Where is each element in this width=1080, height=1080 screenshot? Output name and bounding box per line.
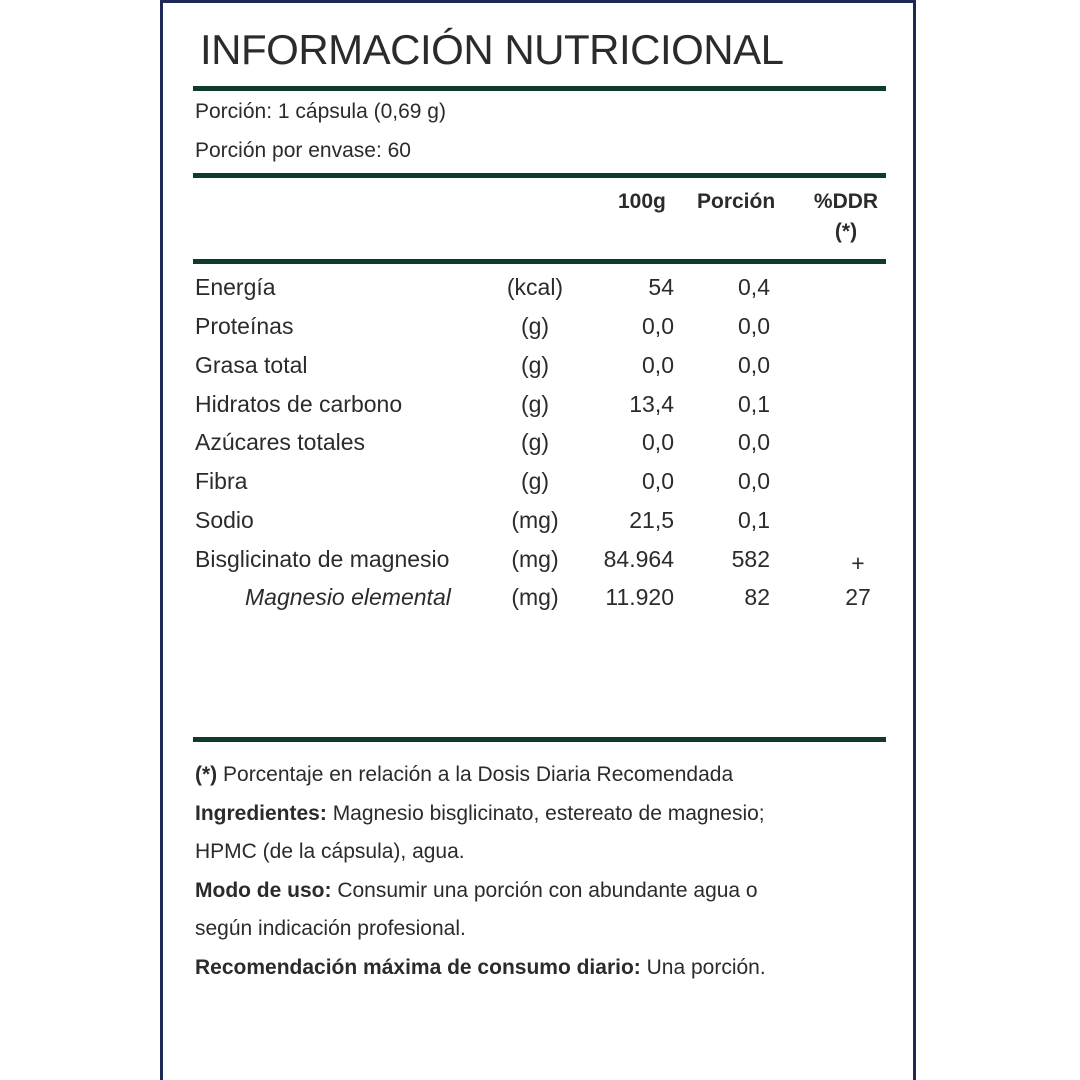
ddr-footnote-text: Porcentaje en relación a la Dosis Diaria Recomendada bbox=[217, 763, 734, 786]
divider-servings bbox=[193, 173, 886, 178]
value-per-portion: 0,1 bbox=[738, 507, 770, 533]
nutrient-unit: (g) bbox=[520, 313, 550, 339]
value-per-100g: 0,0 bbox=[642, 468, 674, 494]
value-per-100g: 0,0 bbox=[642, 429, 674, 455]
ddr-footnote bbox=[195, 756, 895, 795]
value-ddr: 27 bbox=[845, 584, 871, 610]
value-per-portion: 0,0 bbox=[738, 352, 770, 378]
nutrient-name: Proteínas bbox=[195, 313, 294, 339]
table-row bbox=[0, 584, 1080, 623]
value-per-100g: 11.920 bbox=[605, 584, 674, 610]
nutrient-name: Bisglicinato de magnesio bbox=[195, 546, 450, 572]
table-row bbox=[0, 468, 1080, 507]
nutrient-unit: (g) bbox=[520, 352, 550, 378]
divider-top bbox=[193, 86, 886, 91]
value-per-100g: 54 bbox=[648, 274, 674, 300]
usage bbox=[195, 872, 895, 911]
nutrient-name: Magnesio elemental bbox=[245, 584, 451, 610]
nutrient-name: Grasa total bbox=[195, 352, 308, 378]
servings-per-container: Porción por envase: 60 bbox=[195, 139, 411, 162]
value-per-portion: 582 bbox=[731, 546, 770, 572]
usage-label: Modo de uso: bbox=[195, 878, 332, 902]
ingredients bbox=[195, 795, 895, 834]
column-header-ddr-note: (*) bbox=[834, 220, 858, 243]
column-header-ddr-label: %DDR bbox=[813, 190, 879, 213]
nutrient-name: Sodio bbox=[195, 507, 254, 533]
value-per-portion: 0,0 bbox=[738, 429, 770, 455]
nutrient-unit: (mg) bbox=[511, 507, 559, 533]
ingredients-continued: HPMC (de la cápsula), agua. bbox=[195, 840, 465, 863]
max-consumption bbox=[195, 949, 895, 988]
nutrient-name: Fibra bbox=[195, 468, 248, 494]
usage-continued: según indicación profesional. bbox=[195, 917, 466, 940]
value-per-portion: 0,4 bbox=[738, 274, 770, 300]
usage-text: Consumir una porción con abundante agua o bbox=[331, 878, 758, 902]
value-per-portion: 0,0 bbox=[738, 313, 770, 339]
value-per-100g: 21,5 bbox=[629, 507, 674, 533]
value-per-portion: 82 bbox=[744, 584, 770, 610]
value-per-portion: 0,0 bbox=[738, 468, 770, 494]
table-row bbox=[0, 352, 1080, 391]
value-ddr: + bbox=[851, 550, 865, 576]
nutrient-name: Hidratos de carbono bbox=[195, 391, 403, 417]
nutrient-unit: (mg) bbox=[511, 546, 559, 572]
nutrient-unit: (g) bbox=[520, 391, 550, 417]
divider-notes bbox=[193, 737, 886, 742]
ddr-footnote-label: (*) bbox=[195, 763, 218, 786]
column-header-ddr bbox=[806, 190, 886, 244]
max-consumption-label: Recomendación máxima de consumo diario: bbox=[195, 955, 641, 979]
nutrient-unit: (mg) bbox=[511, 584, 559, 610]
value-per-portion: 0,1 bbox=[738, 391, 770, 417]
value-per-100g: 84.964 bbox=[603, 546, 674, 572]
table-row bbox=[0, 391, 1080, 430]
nutrient-unit: (g) bbox=[520, 468, 550, 494]
serving-size: Porción: 1 cápsula (0,69 g) bbox=[195, 100, 446, 123]
ingredients-text: Magnesio bisglicinato, estereato de magnesio; bbox=[326, 801, 765, 825]
nutrient-name: Energía bbox=[195, 274, 276, 300]
value-per-100g: 0,0 bbox=[642, 352, 674, 378]
nutrient-name: Azúcares totales bbox=[195, 429, 366, 455]
value-per-100g: 0,0 bbox=[642, 313, 674, 339]
table-row bbox=[0, 546, 1080, 585]
nutrient-unit: (kcal) bbox=[506, 274, 564, 300]
label-notes bbox=[195, 756, 895, 987]
ingredients-label: Ingredientes: bbox=[195, 801, 327, 825]
table-row bbox=[0, 274, 1080, 313]
column-header-100g: 100g bbox=[618, 190, 666, 213]
nutrient-unit: (g) bbox=[520, 429, 550, 455]
table-row bbox=[0, 507, 1080, 546]
value-per-100g: 13,4 bbox=[629, 391, 674, 417]
column-header-portion: Porción bbox=[697, 190, 776, 213]
table-row bbox=[0, 429, 1080, 468]
table-row bbox=[0, 313, 1080, 352]
divider-header bbox=[193, 259, 886, 264]
page-title: INFORMACIÓN NUTRICIONAL bbox=[200, 26, 784, 73]
max-consumption-text: Una porción. bbox=[640, 955, 766, 979]
